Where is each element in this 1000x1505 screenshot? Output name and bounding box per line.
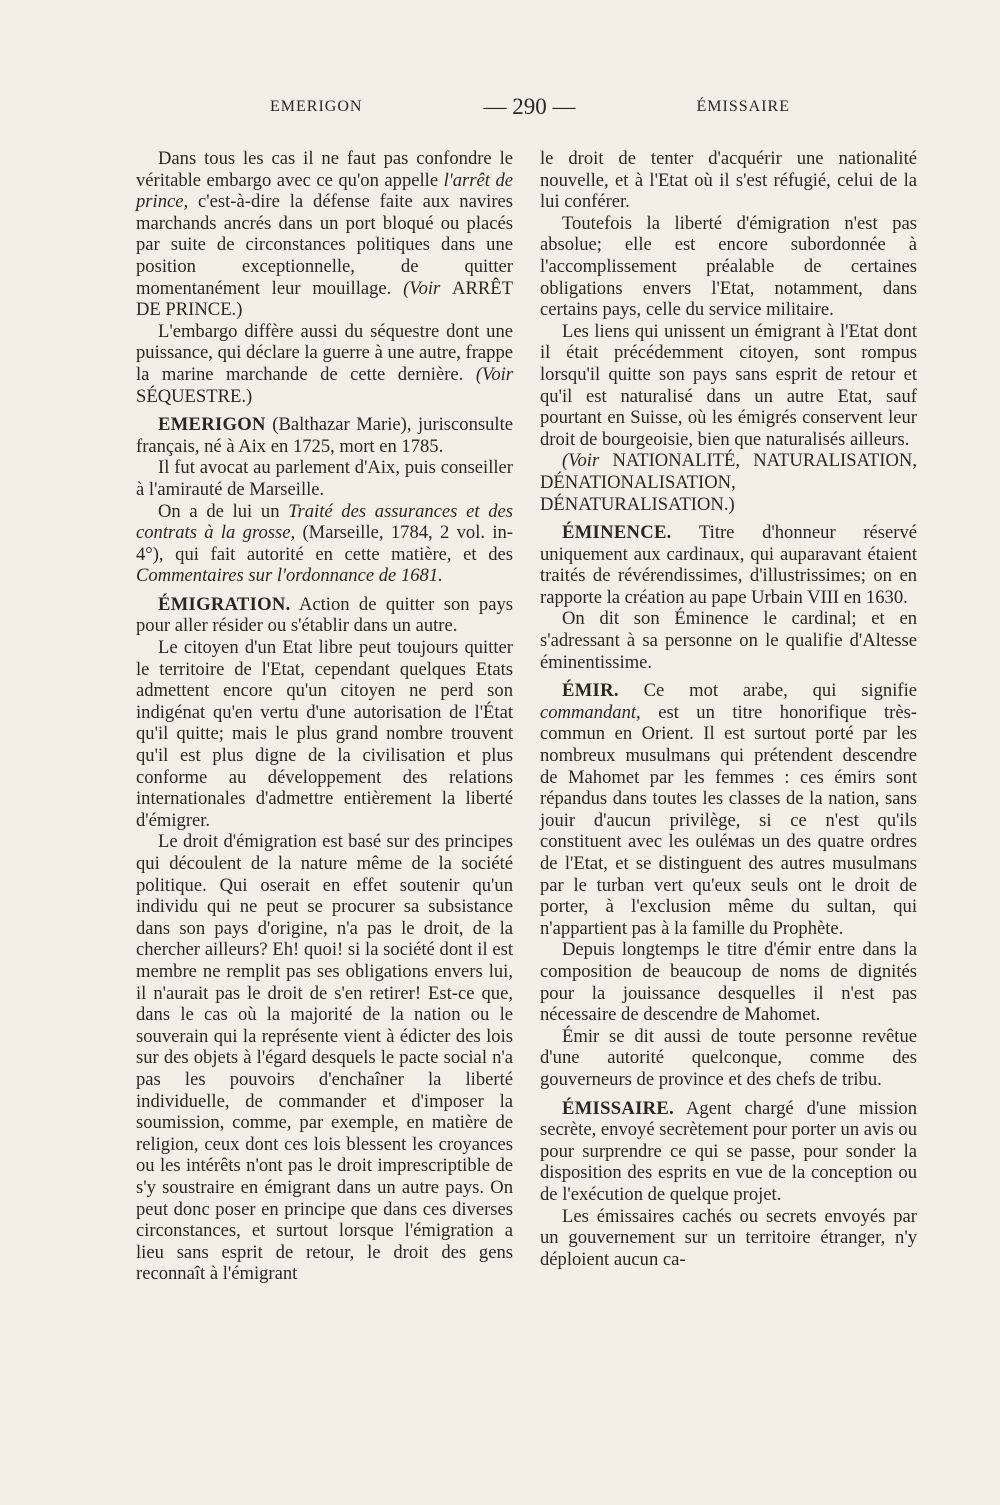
entry-keyword: ÉMIR. [562, 680, 619, 702]
page-number: — 290 — [483, 94, 576, 119]
paragraph: Il fut avocat au parlement d'Aix, puis conseiller à l'amirauté de Marseille. [136, 457, 513, 500]
entry-emerigon: EMERIGON (Balthazar Marie), jurisconsulte français, né à Aix en 1725, mort en 1785. [136, 414, 513, 457]
paragraph: Les émissaires cachés ou secrets envoyés par un gouvernement sur un territoire étranger, n'y déploient aucun ca- [540, 1205, 917, 1270]
paragraph: Les liens qui unissent un émigrant à l'Etat dont il était précédemment citoyen, sont rompus lorsqu'il quitte son pays sans esprit de retour et qu'il est naturalisé dans un autre Etat, sauf pourtant en Suisse, où les émigrés conservent leur droit de bourgeoisie, bien que naturalisés ailleurs. [540, 320, 917, 450]
paragraph: Toutefois la liberté d'émigration n'est pas absolue; elle est encore subordonnée à l'accomplissement préalable de certaines obligations envers l'Etat, notamment, dans certains pays, celle du service militaire. [540, 212, 917, 321]
paragraph: Le droit d'émigration est basé sur des principes qui découlent de la nature même de la société politique. Qui oserait en effet soutenir qu'un individu qui ne peut se procurer sa subsistance dans son pays d'origine, n'a pas le droit, de la chercher ailleurs? Eh! quoi! si la société dont il est membre ne remplit pas ses obligations envers lui, il n'aurait pas le droit de s'en retirer! Est-ce que, dans le cas où la majorité de la nation ou le souverain qui la représente vient à édicter des lois sur des objets à l'égard desquels le pacte social n'a pas les pouvoirs d'enchaîner la liberté individuelle, de commander et d'imposer la soumission, comme, par exemple, en matière de religion, ceux dont ces lois blessent les croyances ou les intérêts n'ont pas le droit imprescriptible de s'y soustraire en émigrant dans un autre pays. On peut donc poser en principe que dans ces diverses circonstances, et surtout lorsque l'émigration a lieu sans esprit de retour, le droit des gens reconnaît à l'émigrant [136, 831, 513, 1285]
entry-keyword: ÉMISSAIRE. [562, 1097, 675, 1119]
entry-keyword: EMERIGON [158, 414, 266, 436]
entry-eminence: ÉMINENCE. Titre d'honneur réservé uniquement aux cardinaux, qui auparavant étaient traités de révérendissimes, d'illustrissimes; on en rapporte la création au pape Urbain VIII en 1630. [540, 522, 918, 608]
header-right-word: ÉMISSAIRE [696, 98, 790, 115]
running-header [270, 92, 790, 122]
entry-emir: ÉMIR. Ce mot arabe, qui signifie commandant, est un titre honorifique très-commun en Orient. Il est surtout porté par les nombreux musulmans qui prétendent descendre de Mahomet par les femmes : ces émirs sont répandus dans toutes les classes de la nation, sans jouir d'aucun privilège, si ce n'est qu'ils constituent avec les ouléмas un des quatre ordres de l'Etat, et se distinguent des autres musulmans par le turban vert qu'eux seuls ont le droit de porter, à l'exclusion même du sultan, qui n'appartient pas à la famille du Prophète. [540, 680, 917, 939]
paragraph: Le citoyen d'un Etat libre peut toujours quitter le territoire de l'Etat, cependant quelques Etats admettent encore qu'un citoyen ne perd son indigénat qu'en vertu d'une autorisation de l'État qu'il quitte; mais le plus grand nombre trouvent qu'il est plus digne de la civilisation et plus conforme au développement des relations internationales d'admettre entièrement la liberté d'émigrer. [136, 637, 513, 831]
paragraph: Depuis longtemps le titre d'émir entre dans la composition de beaucoup de noms de dignités pour la jouissance desquelles il n'est pas nécessaire de descendre de Mahomet. [540, 939, 917, 1026]
paragraph: On dit son Éminence le cardinal; et en s'adressant à sa personne on le qualifie d'Altesse éminentissime. [540, 608, 917, 673]
paragraph: On a de lui un Traité des assurances et des contrats à la grosse, (Marseille, 1784, 2 vol. in-4°), qui fait autorité en cette matière, et des Commentaires sur l'ordonnance de 1681. [136, 500, 513, 587]
entry-keyword: ÉMIGRATION. [158, 593, 291, 615]
entry-keyword: ÉMINENCE. [562, 522, 672, 544]
paragraph: Émir se dit aussi de toute personne revêtue d'une autorité quelconque, comme des gouverneurs de province et des chefs de tribu. [540, 1025, 917, 1090]
paragraph: (Voir NATIONALITÉ, NATURALISATION, DÉNATIONALISATION, DÉNATURALISATION.) [540, 450, 917, 515]
left-column [136, 148, 513, 1285]
paragraph: Dans tous les cas il ne faut pas confondre le véritable embargo avec ce qu'on appelle l'arrêt de prince, c'est-à-dire la défense faite aux navires marchands ancrés dans un port bloqué ou placés par suite de circonstances politiques dans une position exceptionnelle, de quitter momentanément leur mouillage. (Voir ARRÊT DE PRINCE.) [136, 148, 514, 321]
right-column [540, 148, 917, 1270]
paragraph: le droit de tenter d'acquérir une nationalité nouvelle, et à l'Etat où il s'est réfugié, celui de la lui conférer. [540, 148, 917, 213]
header-left-word: EMERIGON [270, 98, 363, 115]
paragraph: L'embargo diffère aussi du séquestre dont une puissance, qui déclare la guerre à une autre, frappe la marine marchande de cette dernière. (Voir SÉQUESTRE.) [136, 320, 514, 407]
entry-emissaire: ÉMISSAIRE. Agent chargé d'une mission secrète, envoyé secrètement pour porter un avis ou pour surprendre ce qui se passe, pour sonder la disposition des esprits en vue de la conception ou de l'exécution de quelque projet. [540, 1097, 918, 1205]
entry-emigration: ÉMIGRATION. Action de quitter son pays pour aller résider ou s'établir dans un autre. [136, 593, 514, 637]
